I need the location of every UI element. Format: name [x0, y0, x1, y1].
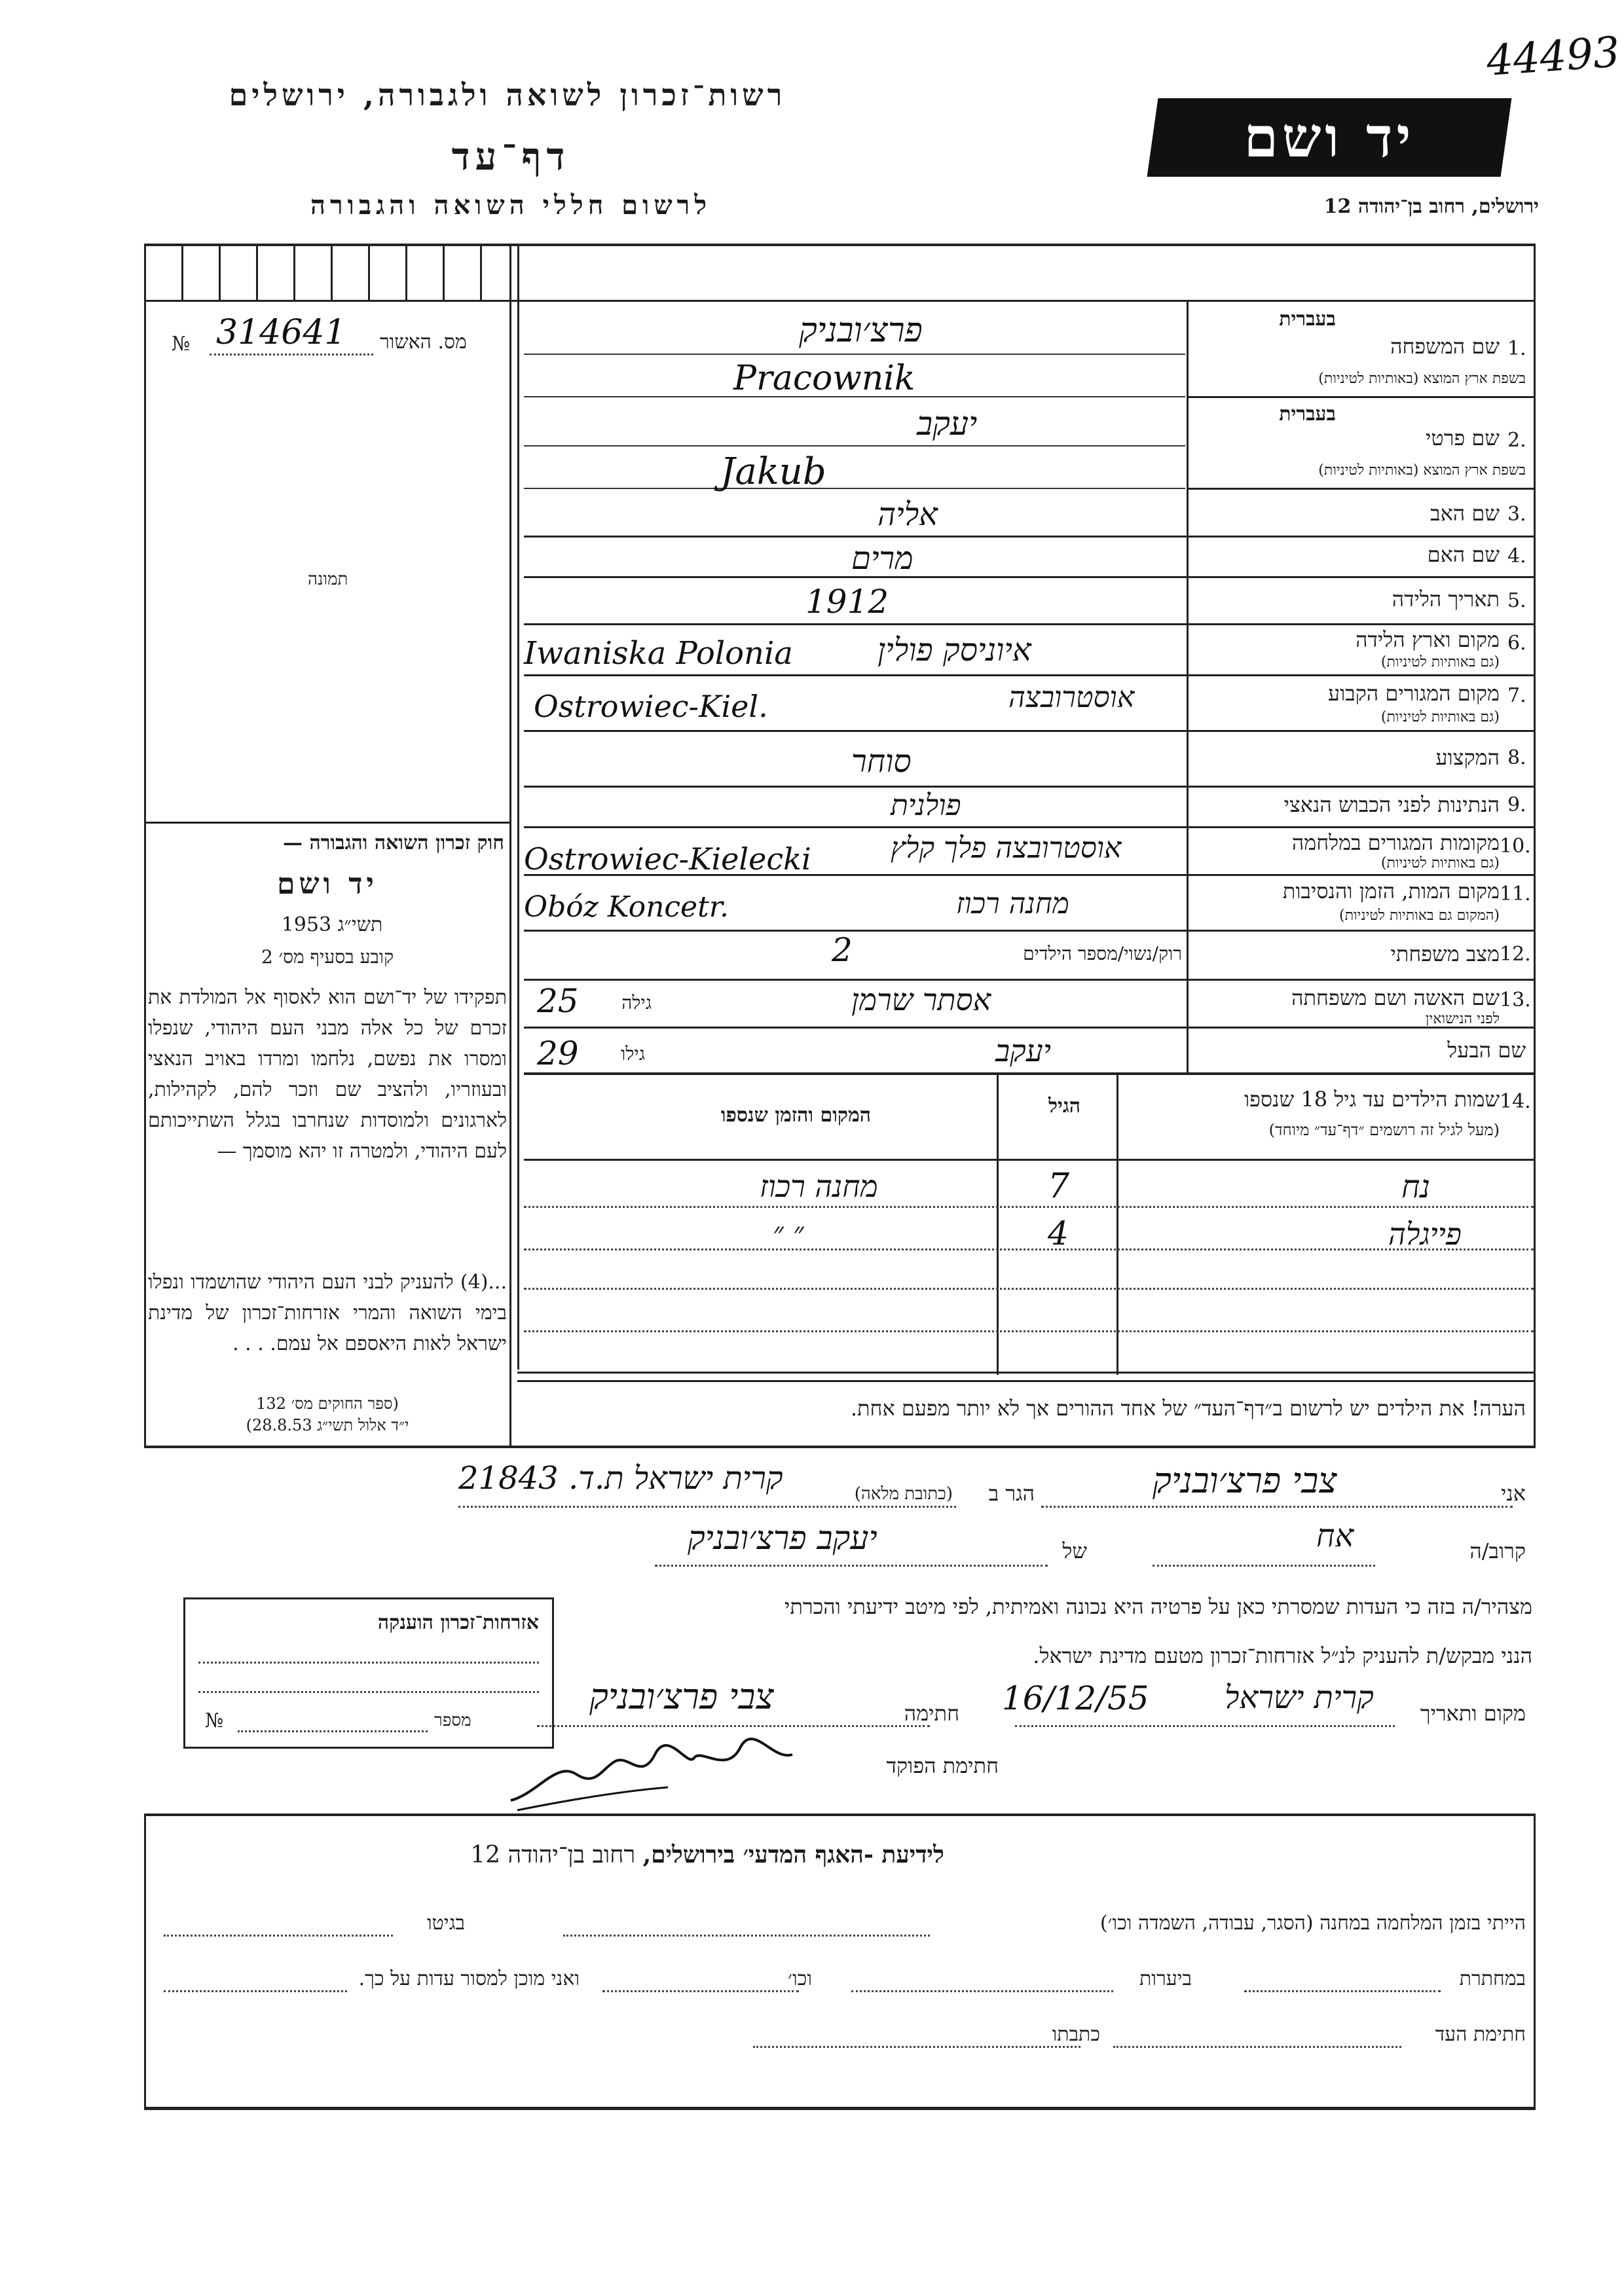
- child-2-name: פייגלה: [1388, 1216, 1462, 1252]
- footer-address-label: כתבתו: [1052, 2023, 1100, 2046]
- witness-address-hint: (כתובת מלאה): [854, 1484, 953, 1504]
- address-line: ירושלים, רחוב בן־יהודה 12: [1323, 195, 1539, 218]
- registration-label: מס. האשור: [380, 331, 467, 354]
- law-year-num: 1953: [281, 913, 332, 936]
- field-6-sub: (גם באותיות לטיניות): [1380, 654, 1500, 670]
- officer-label: חתימת הפוקד: [886, 1753, 999, 1778]
- field-1-top: בעברית: [1279, 308, 1336, 331]
- field-10-label: מקומות המגורים במלחמה: [1291, 830, 1500, 855]
- citizenship-box-title: אזרחות־זכרון הוענקה: [377, 1611, 539, 1634]
- value-husband-name: יעקב: [995, 1033, 1051, 1068]
- field-10-number: 10.: [1500, 835, 1531, 858]
- field-7-number: 7.: [1507, 684, 1526, 707]
- footer-title-rest: רחוב בן־יהודה 12: [470, 1842, 636, 1868]
- field-1-sub: בשפת ארץ המוצא (באותיות לטיניות): [1318, 371, 1526, 387]
- law-body-2: ...(4) להעניק לבני העם היהודי שהושמדו ונפלו בימי השואה והמרי אזרחות־זכרון של מדינת ישראל לאות היאספם אל עמם. . . .: [148, 1271, 507, 1355]
- children-header-names: שמות הילדים עד גיל 18 שנספו: [1244, 1087, 1500, 1112]
- value-birth-place-heb: איוניסק פולין: [877, 632, 1031, 668]
- value-war-place-heb: אוסטרובצה פלך קלץ: [891, 831, 1122, 865]
- child-1-name: נח: [1401, 1169, 1431, 1205]
- field-8-number: 8.: [1507, 746, 1526, 769]
- children-note: הערה! את הילדים יש לרשום ב״דף־העד״ של אחד ההורים אך לא יותר מפעם אחת.: [850, 1396, 1526, 1421]
- field-2-number: 2.: [1507, 429, 1526, 452]
- value-residence-lat: Ostrowiec-Kiel.: [534, 689, 768, 724]
- field-8-label: המקצוע: [1435, 745, 1500, 770]
- law-source-1: (ספר החוקים מס׳ 132: [256, 1394, 399, 1413]
- field-4-number: 4.: [1507, 545, 1526, 568]
- of-name: יעקב פרצ׳ובניק: [688, 1519, 877, 1557]
- law-name: יד ושם: [277, 867, 378, 901]
- witness-address: קרית ישראל ת.ד. 21843: [458, 1460, 783, 1497]
- logo-text: יד ושם: [1244, 105, 1415, 170]
- citizenship-box: [183, 1597, 554, 1749]
- field-11-sub: (המקום גם באותיות לטיניות): [1339, 907, 1500, 924]
- field-2-top: בעברית: [1279, 403, 1336, 426]
- law-section: קובע בסעיף מס׳ 2: [261, 946, 394, 968]
- child-2-age: 4: [1048, 1214, 1069, 1252]
- footer-witness-signature-label: חתימת העד: [1435, 2023, 1526, 2046]
- value-first-heb: יעקב: [917, 405, 978, 443]
- witness-signature: צבי פרצ׳ובניק: [589, 1676, 774, 1717]
- law-year-heb: תשי״ג: [337, 913, 383, 936]
- registration-number: 314641: [216, 313, 346, 352]
- value-mother: מרים: [851, 540, 913, 577]
- field-7-sub: (גם באותיות לטיניות): [1380, 709, 1500, 725]
- value-death-lat: Obóz Koncetr.: [524, 890, 729, 924]
- declaration-1: מצהיר/ה בזה כי העדות שמסרתי כאן על פרטיה היא נכונה ואמיתית, לפי מיטב ידיעתי והכרתי: [784, 1594, 1532, 1619]
- of-label: של: [1062, 1539, 1087, 1563]
- field-2-sub: בשפת ארץ המוצא (באותיות לטיניות): [1318, 462, 1526, 479]
- field-12-number: 12.: [1500, 943, 1531, 966]
- value-citizenship: פולנית: [891, 789, 961, 822]
- value-war-place-lat: Ostrowiec-Kielecki: [524, 841, 811, 877]
- field-6-label: מקום וארץ הלידה: [1356, 627, 1500, 652]
- law-body: תפקידו של יד־ושם הוא לאסוף אל המולדת את זכרם של כל אלה מבני העם היהודי, שנפלו ומסרו את נפשם, נלחמו ומרדו באויב הנאצי ובעוזריו, ולהציב שם וזכר להם, לקהילות, לארגונים ולמוסדות שנחרבו בגלל השתייכותם לעם היהודי, ולמטרה זו יהא מוסמך —: [148, 986, 507, 1163]
- field-13-sub: לפני הנישואין: [1425, 1011, 1500, 1027]
- child-2-place: ״ ״: [773, 1216, 804, 1250]
- field-13-extra: גילה: [621, 992, 652, 1013]
- place-date-label: מקום ותאריך: [1420, 1701, 1526, 1726]
- field-13-number: 13.: [1500, 989, 1531, 1011]
- value-husband-age: 29: [537, 1034, 579, 1072]
- declaration-2: הנני מבקש/ת להעניק לנ״ל אזרחות־זכרון מטעם מדינת ישראל.: [1033, 1643, 1532, 1668]
- witness-resides-label: הגר ב: [988, 1481, 1035, 1506]
- form-title: דף־עד: [451, 134, 570, 179]
- field-13-label: שם האשה ושם משפחתה: [1291, 985, 1500, 1010]
- relative-label: קרוב/ה: [1469, 1539, 1526, 1563]
- footer-etc-label: וכו׳: [788, 1967, 812, 1990]
- citizenship-number-mark: №: [205, 1709, 224, 1732]
- date-value: 16/12/55: [1002, 1679, 1149, 1717]
- field-10-sub: (גם באותיות לטיניות): [1380, 855, 1500, 871]
- child-1-place: מחנה רכוז: [760, 1169, 878, 1204]
- field-2-label: שם פרטי: [1426, 426, 1500, 450]
- authority-title: רשות־זכרון לשואה ולגבורה, ירושלים: [229, 77, 786, 113]
- archive-stamp-number: 44493: [1485, 27, 1621, 86]
- field-4-label: שם האם: [1427, 542, 1500, 567]
- children-header-age: הגיל: [1048, 1095, 1080, 1118]
- signature-label: חתימה: [904, 1701, 959, 1726]
- place-value: קרית ישראל: [1225, 1679, 1374, 1716]
- value-wife-age: 25: [537, 982, 579, 1020]
- value-residence-heb: אוסטרובצה: [1008, 681, 1135, 714]
- field-1-label: שם המשפחה: [1390, 334, 1500, 359]
- value-death-heb: מחנה רכוז: [956, 887, 1069, 920]
- value-wife-name: אסתר שרמן: [851, 982, 991, 1017]
- field-12-extra: רוק/נשוי/מספר הילדים: [1023, 943, 1182, 964]
- law-year: [151, 913, 504, 936]
- officer-signature-underline: [517, 1787, 668, 1810]
- field-6-number: 6.: [1507, 632, 1526, 655]
- value-birth-place-lat: Iwaniska Polonia: [524, 635, 793, 672]
- witness-i-label: אני: [1501, 1481, 1526, 1506]
- footer-title: [196, 1841, 1218, 1868]
- law-source-2: י״ד אלול תשי״ג 28.8.53): [246, 1416, 409, 1434]
- footer-ready-label: ואני מוכן למסור עדות על כך.: [358, 1967, 580, 1990]
- field-12-label: מצב משפחתי: [1390, 941, 1500, 966]
- children-table-number: 14.: [1500, 1090, 1531, 1113]
- footer-underground-label: במחתרת: [1459, 1967, 1526, 1990]
- field-11-label: מקום המות, הזמן והנסיבות: [1282, 879, 1500, 903]
- field-11-number: 11.: [1500, 883, 1531, 905]
- field-husband-extra: גילו: [621, 1043, 645, 1065]
- citizenship-number-label: מספר: [434, 1711, 471, 1730]
- relation-value: אח: [1316, 1518, 1354, 1554]
- child-1-age: 7: [1048, 1167, 1070, 1206]
- value-children-count: 2: [832, 931, 853, 969]
- registration-number-mark: №: [172, 333, 191, 355]
- form-subtitle: לרשום חללי השואה והגבורה: [310, 190, 712, 221]
- field-9-number: 9.: [1507, 793, 1526, 816]
- field-3-number: 3.: [1507, 503, 1526, 526]
- footer-title-bold: לידיעת -האגף המדעי׳ בירושלים,: [642, 1841, 944, 1868]
- footer-camp-label: הייתי בזמן המלחמה במחנה (הסגר, עבודה, השמדה וכו׳): [1099, 1912, 1526, 1935]
- value-birth-date: 1912: [805, 583, 889, 621]
- field-5-label: תאריך הלידה: [1392, 587, 1500, 611]
- children-header-place: המקום והזמן שנספו: [720, 1104, 871, 1127]
- field-7-label: מקום המגורים הקבוע: [1327, 681, 1500, 706]
- value-profession: סוחר: [851, 743, 912, 780]
- field-1-number: 1.: [1507, 337, 1526, 360]
- value-surname-lat: Pracownik: [733, 359, 915, 398]
- photo-label: תמונה: [308, 570, 348, 589]
- footer-ghetto-label: בגיטו: [426, 1912, 465, 1935]
- field-3-label: שם האב: [1430, 501, 1500, 526]
- field-5-number: 5.: [1507, 589, 1526, 612]
- value-surname-heb: פרצ׳ובניק: [799, 311, 923, 350]
- witness-name: צבי פרצ׳ובניק: [1153, 1460, 1337, 1501]
- law-title: חוק זכרון השואה והגבורה —: [283, 831, 504, 854]
- value-father: אליה: [877, 496, 938, 533]
- footer-forests-label: ביערות: [1139, 1967, 1192, 1990]
- field-9-label: הנתינות לפני הכבוש הנאצי: [1283, 792, 1500, 817]
- yad-vashem-logo: [1147, 98, 1512, 177]
- field-husband-label: שם הבעל: [1447, 1038, 1526, 1063]
- children-header-note: (מעל לגיל זה רושמים ״דף־עד״ מיוחד): [1268, 1121, 1500, 1139]
- value-first-lat: Jakub: [720, 450, 826, 493]
